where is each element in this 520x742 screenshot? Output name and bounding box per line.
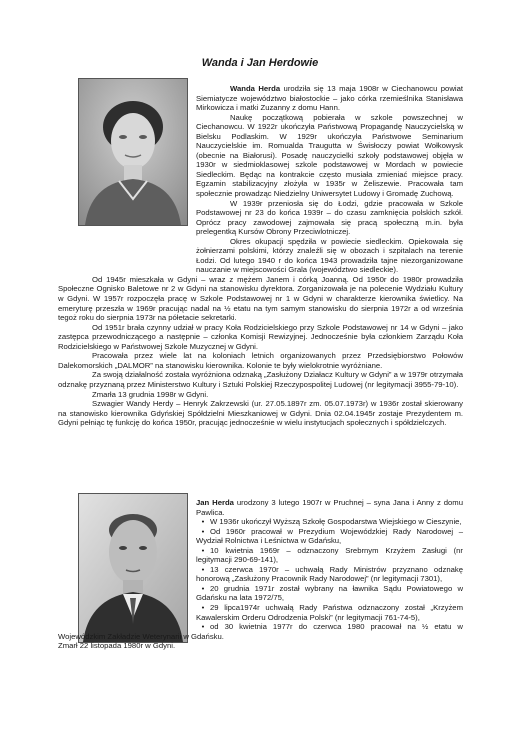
wanda-paragraph-2: Naukę początkową pobierała w szkole powszechnej w Ciechanowcu. W 1922r ukończyła Państwową Propagandę Nauczycielską w Bielsku Podlaskim. W 1929r ukończyła Państwowe Seminarium Nauczycielskie im. Romualda Traugutta w Świsłoczy powiat Wołkowysk (obecnie na Białorusi). Posadę nauczycielki szkoły podstawowej objęła w 1930r w siedmioklasowej szkole podstawowej w Mordach w powiecie Siedleckim. Będąc na kontrakcie często musiała zmieniać miejsce pracy. Egzamin stabilizacyjny złożyła w 1935r w Żeliszewie. Pracowała tam społecznie prowadząc Niedzielny Uniwersytet Ludowy i Gromadę Zuchową. xyxy=(196,112,463,199)
bullet-icon: • xyxy=(201,517,205,527)
wanda-name: Wanda Herda xyxy=(230,84,281,93)
list-item: • 20 grudnia 1971r został wybrany na ławnika Sądu Powiatowego w Gdańsku na lata 1972/75, xyxy=(196,583,463,603)
wanda-paragraph-10: Szwagier Wandy Herdy – Henryk Zakrzewski (ur. 27.05.1897r zm. 05.07.1973r) w 1936r został skierowany na stanowisko kierownika Gdyńskiej Spółdzielni Mieszkaniowej w Gdyni. Dnia 02.04.1945r zostaje Prezydentem m. Gdyni pełniąc tę funkcję do końca 1950r, pracując jednocześnie w wielu instytucjach społecznych i spółdzielczych. xyxy=(58,399,463,428)
wanda-paragraph-4: Okres okupacji spędziła w powiecie siedleckim. Opiekowała się żołnierzami polskimi, którzy znaleźli się w obozach i szpitalach na terenie Łodzi. Od lutego 1940 r do końca 1943 prowadziła tajne niezorganizowane nauczanie w miejscowości Grala (województwo siedleckie). xyxy=(196,236,463,275)
list-item: • 13 czerwca 1970r – uchwałą Rady Ministrów przyznano odznakę honorową „Zasłużony Pracownik Rady Narodowej” (nr legitymacji 7301), xyxy=(196,564,463,584)
wanda-paragraph-1: Wanda Herda urodziła się 13 maja 1908r w Ciechanowcu powiat Siemiatycze województwo białostockie – jako córka rzemieślnika Stanisława Mirkowicza i matki Zuzanny z domu Hann. xyxy=(196,84,463,113)
wanda-paragraph-3: W 1939r przeniosła się do Łodzi, gdzie pracowała w Szkole Podstawowej nr 23 do końca 1939r – do czasu zamknięcia polskich szkół. Oprócz pracy zawodowej zajmowała się pracą społeczną m.in. była prelegentką Kursów Obrony Przeciwlotniczej. xyxy=(196,198,463,237)
bullet-icon: • xyxy=(201,622,205,632)
bullet-icon: • xyxy=(201,603,205,613)
wanda-paragraph-5: Od 1945r mieszkała w Gdyni – wraz z mężem Janem i córką Joanną. Od 1950r do 1980r prowadziła Społeczne Ognisko Baletowe nr 2 w Gdyni na stanowisku dyrektora. Zorganizowała je na polecenie Wydziału Kultury w Gdyni. W 1957r rozpoczęła pracę w Szkole Podstawowej nr 1 w Gdyni w charakterze kierownika świetlicy. Na emeryturę przeszła w 1969r pracując nadal na ½ etatu na tym samym stanowisku do sierpnia 1972r a od września tegoż roku do sierpnia 1973r na półetacie sekretarki. xyxy=(58,274,463,323)
wanda-paragraph-7: Pracowała przez wiele lat na koloniach letnich organizowanych przez Przedsiębiorstwo Połowów Dalekomorskich „DALMOR” na stanowisku kierownika. Kolonie te były wielokrotnie wyróżniane. xyxy=(58,351,463,370)
bullet-icon: • xyxy=(201,583,205,593)
list-item: • W 1936r ukończył Wyższą Szkołę Gospodarstwa Wiejskiego w Cieszynie, xyxy=(58,517,463,527)
list-item: • 10 kwietnia 1969r – odznaczony Srebrnym Krzyżem Zasługi (nr legitymacji 290-69-141), xyxy=(196,545,463,565)
wanda-biography xyxy=(58,84,463,428)
jan-death: Zmarł 22 listopada 1980r w Gdyni. xyxy=(58,641,176,651)
page-title: Wanda i Jan Herdowie xyxy=(201,57,319,69)
list-item: • od 30 kwietnia 1977r do czerwca 1980 pracował na ½ etatu w Wojewódzkim Zakładzie Weterynarii w Gdańsku. xyxy=(58,622,463,641)
jan-biography xyxy=(58,498,463,651)
list-item: • Od 1960r pracował w Prezydium Wojewódzkiej Rady Narodowej – Wydział Rolnictwa i Leśnictwa w Gdańsku, xyxy=(196,526,463,546)
jan-name: Jan Herda xyxy=(196,498,234,507)
wanda-paragraph-6: Od 1951r brała czynny udział w pracy Koła Rodzicielskiego przy Szkole Podstawowej nr 14 w Gdyni – jako zastępca przewodniczącego a następnie – członka Komisji Rewizyjnej. Jednocześnie była członkiem Zarządu Koła Rodzicielskiego w Państwowej Szkole Muzycznej w Gdyni. xyxy=(58,322,463,351)
bullet-icon: • xyxy=(201,545,205,555)
wanda-paragraph-8: Za swoją działalność została wyróżniona odznaką „Zasłużony Działacz Kultury w Gdyni” a w 1979r otrzymała odznakę przyznaną przez Ministerstwo Kultury i Sztuki Polskiej Rzeczypospolitej Ludowej (nr legitymacji 3955-79-10). xyxy=(58,370,463,389)
bullet-icon: • xyxy=(201,526,205,536)
bullet-icon: • xyxy=(201,564,205,574)
wanda-paragraph-9: Zmarła 13 grudnia 1998r w Gdyni. xyxy=(92,389,209,399)
list-item: • 29 lipca1974r uchwałą Rady Państwa odznaczony został „Krzyżem Kawalerskim Orderu Odrodzenia Polski” (nr legitymacji 761-74-5), xyxy=(196,603,463,622)
jan-intro: Jan Herda urodzony 3 lutego 1907r w Pruchnej – syna Jana i Anny z domu Pawlica. xyxy=(196,498,463,517)
